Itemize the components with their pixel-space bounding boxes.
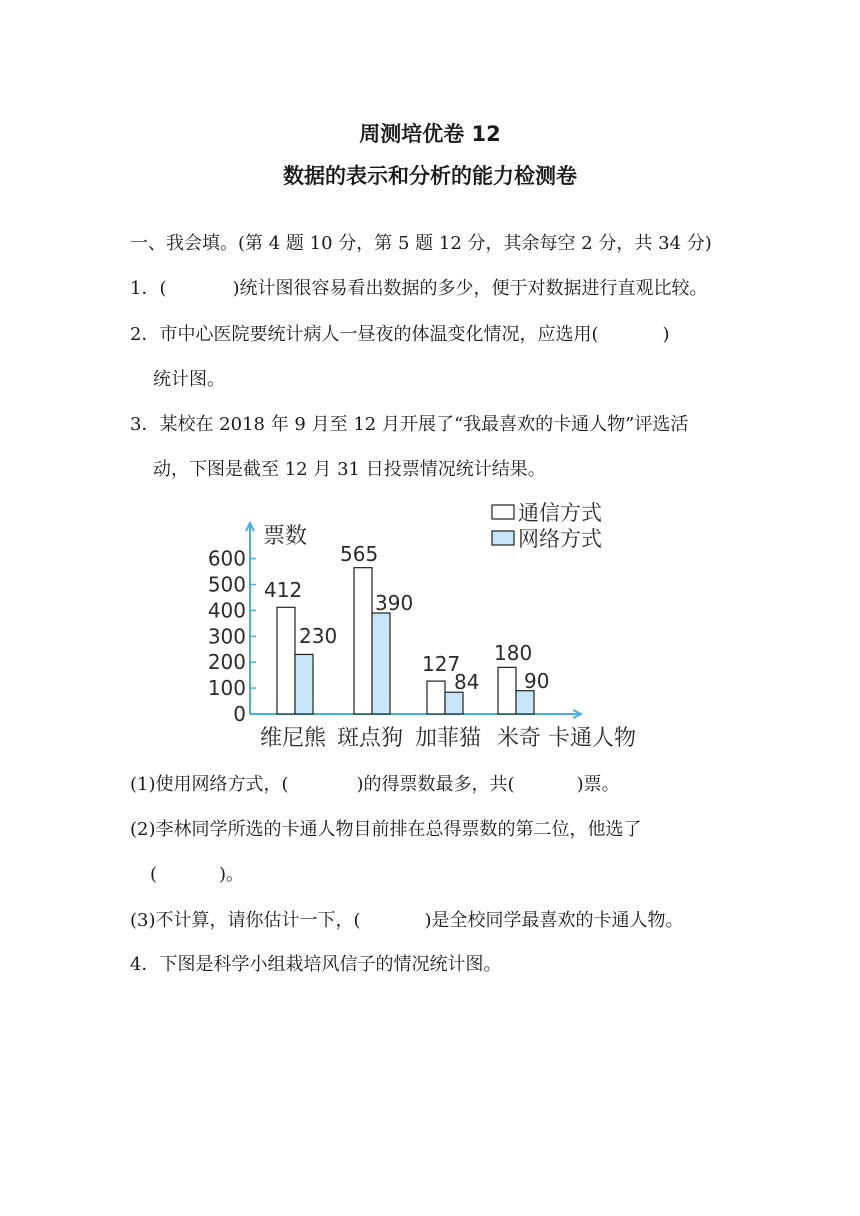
bar [372, 613, 390, 714]
legend-swatch-mail [492, 505, 514, 519]
question-3-sub3 [130, 906, 684, 932]
q3-3-suffix: )是全校同学最喜欢的卡通人物。 [424, 910, 684, 931]
question-3-sub1 [130, 770, 620, 796]
question-3-sub2-line2 [150, 860, 244, 886]
question-3-line2: 动，下图是截至 12 月 31 日投票情况统计结果。 [153, 459, 546, 480]
q3-3-prefix: (3)不计算，请你估计一下，( [130, 910, 361, 931]
question-3-sub2-line1: (2)李林同学所选的卡通人物目前排在总得票数的第二位，他选了 [130, 819, 642, 840]
category-label: 维尼熊 [260, 726, 327, 751]
y-tick-label: 0 [233, 702, 246, 726]
data-label: 90 [524, 669, 550, 693]
category-label: 加菲猫 [415, 726, 482, 751]
y-axis-label: 票数 [263, 524, 308, 549]
question-3-line1: 3．某校在 2018 年 9 月至 12 月开展了“我最喜欢的卡通人物”评选活 [130, 414, 689, 435]
bar [295, 654, 313, 714]
data-label: 127 [422, 652, 461, 676]
question-2-line2: 统计图。 [153, 369, 225, 390]
legend-swatch-online [492, 531, 514, 545]
legend-label-online: 网络方式 [518, 527, 602, 551]
bar [498, 667, 516, 714]
category-label: 斑点狗 [337, 726, 404, 751]
y-tick-label: 300 [207, 624, 246, 649]
x-axis-label: 卡通人物 [548, 726, 637, 751]
q1-suffix: )统计图很容易看出数据的多少，便于对数据进行直观比较。 [232, 278, 708, 299]
data-label: 84 [454, 670, 480, 694]
question-4: 4．下图是科学小组栽培风信子的情况统计图。 [130, 954, 502, 975]
bar [427, 681, 445, 714]
data-label: 390 [375, 591, 414, 615]
q3-2-suffix: )。 [219, 864, 245, 885]
bar [277, 607, 295, 714]
data-label: 230 [299, 624, 338, 648]
section-heading: 一、我会填。(第 4 题 10 分，第 5 题 12 分，其余每空 2 分，共 34 分) [130, 233, 712, 254]
bar [516, 691, 534, 714]
page-title: 周测培优卷 12 [359, 122, 501, 146]
y-tick-label: 100 [207, 676, 246, 701]
category-label: 米奇 [497, 726, 542, 751]
bar [354, 568, 372, 714]
q1-prefix: 1．( [130, 278, 167, 299]
q3-1-prefix: (1)使用网络方式，( [130, 774, 289, 795]
bar [445, 692, 463, 714]
y-tick-label: 500 [207, 572, 246, 597]
q3-1-mid: )的得票数最多，共( [356, 774, 515, 795]
data-label: 412 [264, 578, 303, 602]
question-2-line1 [130, 320, 670, 346]
q2-prefix: 2．市中心医院要统计病人一昼夜的体温变化情况，应选用( [130, 324, 599, 345]
y-tick-label: 600 [207, 546, 246, 571]
vote-bar-chart [195, 495, 645, 760]
y-tick-label: 200 [207, 650, 246, 675]
question-1 [130, 274, 708, 300]
data-label: 565 [340, 542, 379, 566]
q2-suffix: ) [662, 324, 670, 345]
q3-2-prefix: ( [150, 864, 158, 885]
y-tick-label: 400 [207, 598, 246, 623]
page-subtitle: 数据的表示和分析的能力检测卷 [283, 164, 577, 188]
q3-1-suffix: )票。 [576, 774, 620, 795]
data-label: 180 [494, 641, 533, 665]
legend-label-mail: 通信方式 [518, 501, 602, 525]
